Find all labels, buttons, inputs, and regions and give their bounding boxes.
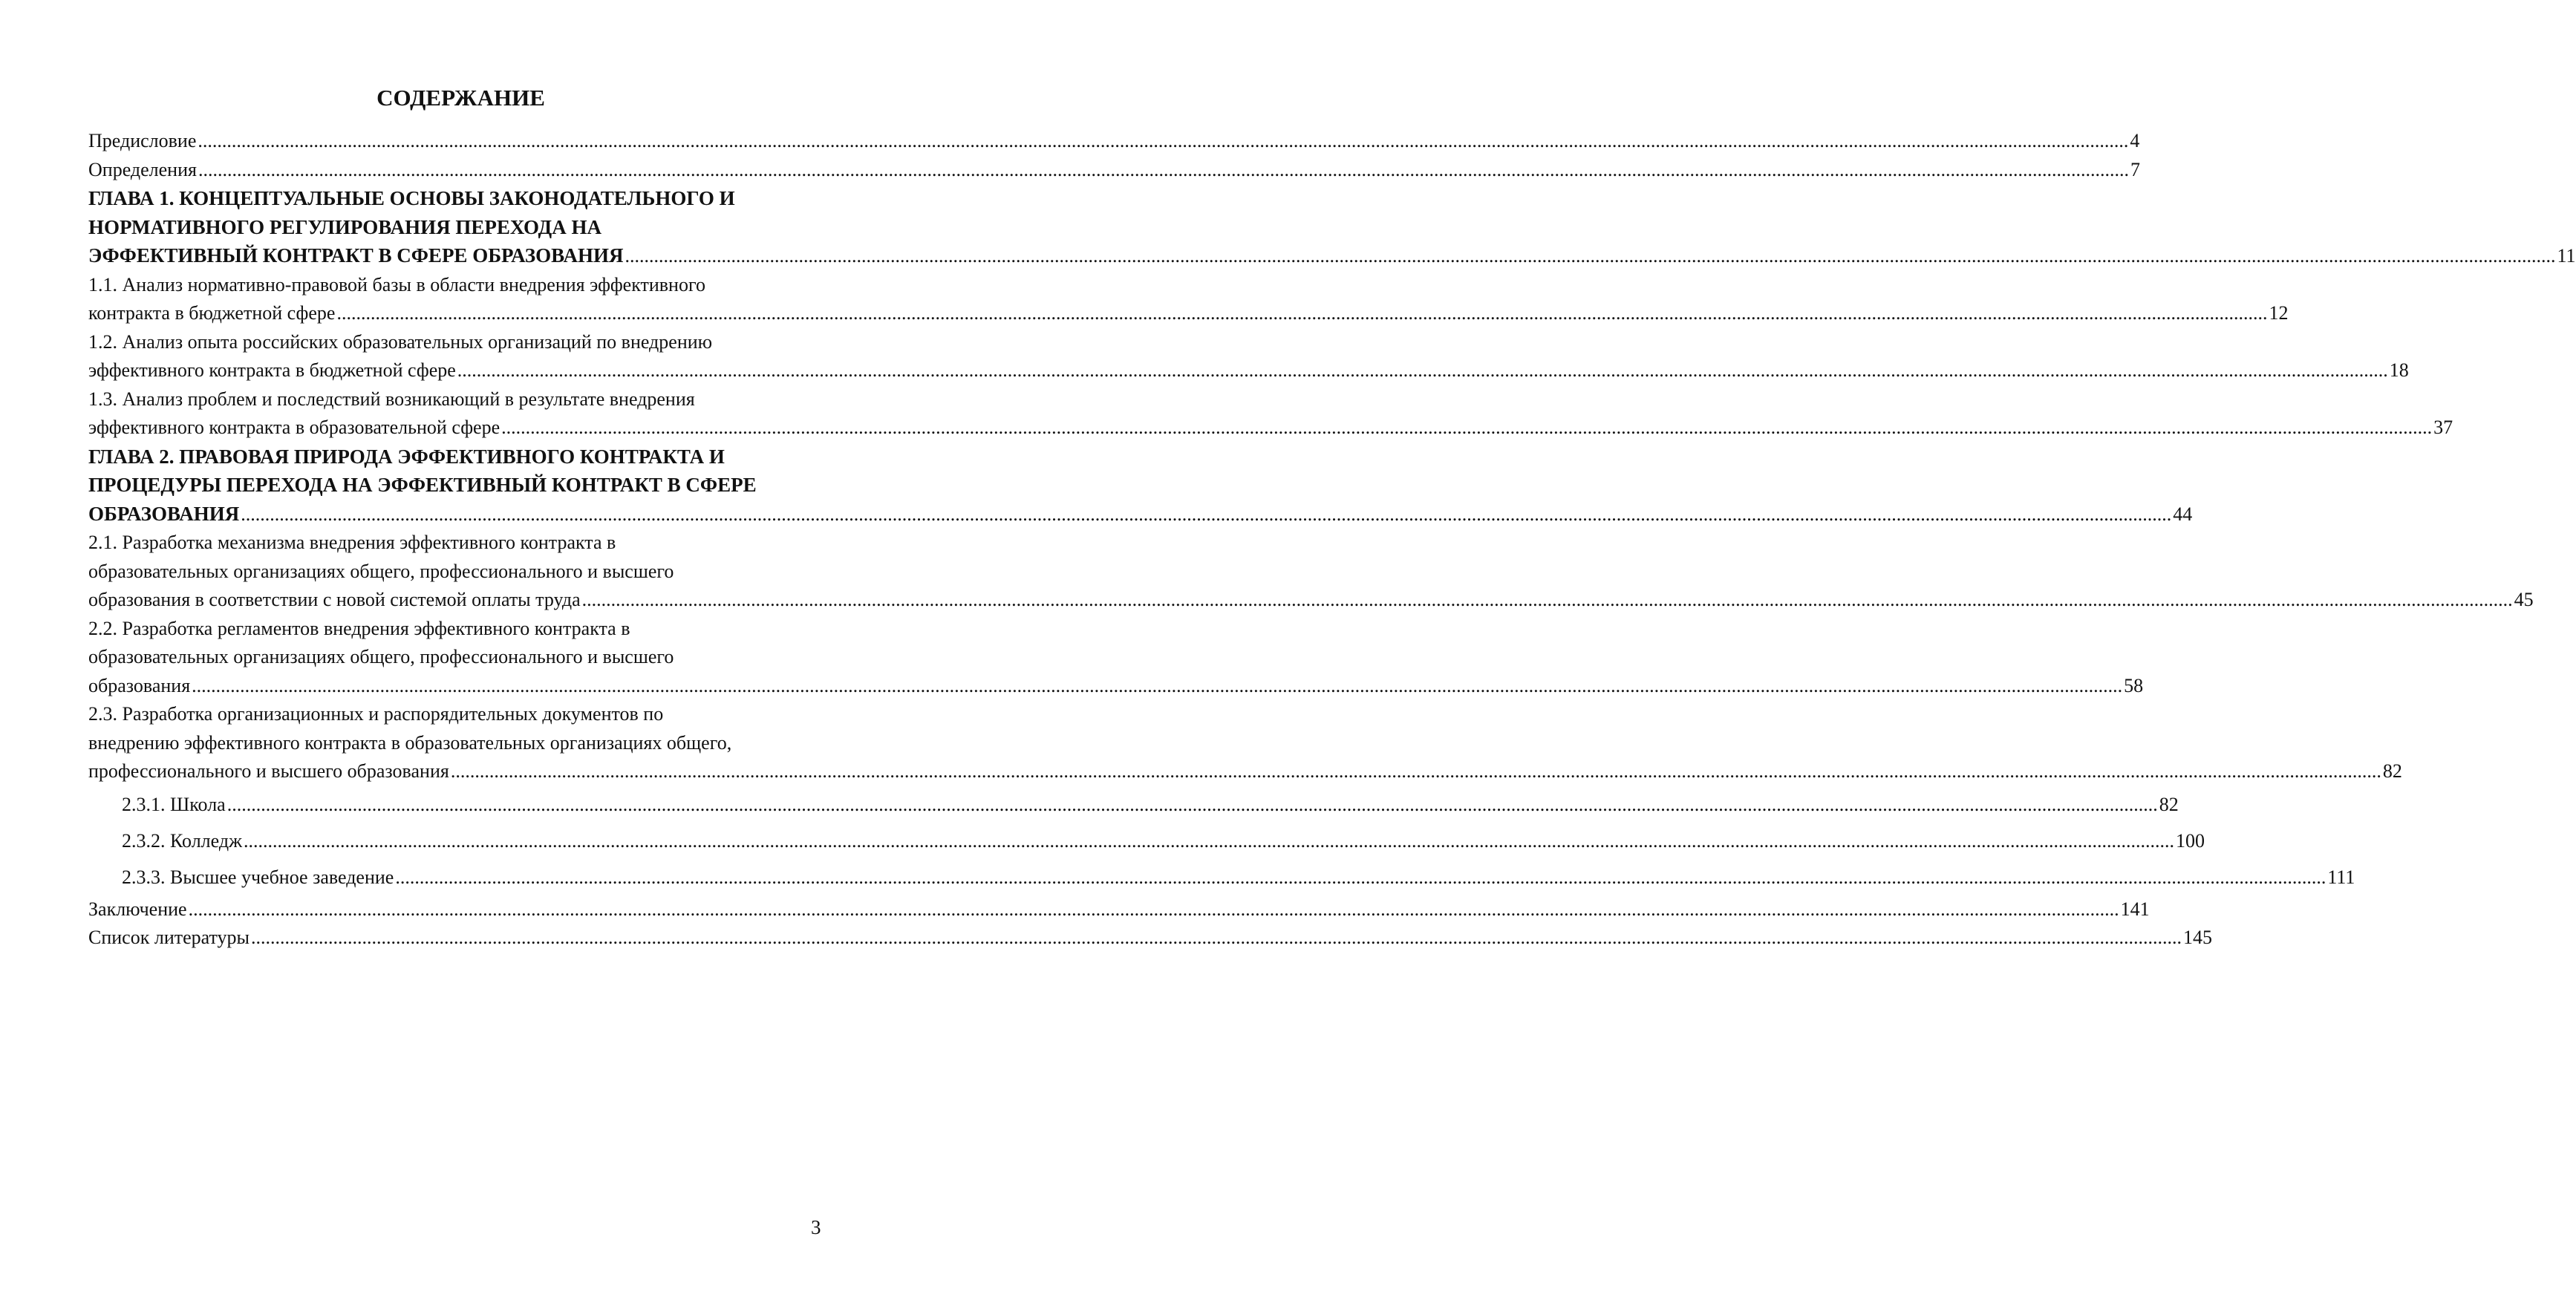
toc-entry[interactable] bbox=[88, 328, 2409, 385]
toc-entry-title: Заключение bbox=[88, 898, 187, 920]
toc-page-number: 4 bbox=[2130, 130, 2140, 151]
toc-page-number: 111 bbox=[2327, 866, 2355, 888]
toc-leader-dots: ................................................................................................................................................................................................................................................................................................................................................................................................................ bbox=[198, 158, 2129, 180]
toc-leader-dots: ................................................................................................................................................................................................................................................................................................................................................................................................................ bbox=[192, 674, 2123, 696]
toc-entry-line: 2.3. Разработка организационных и распорядительных документов по bbox=[88, 703, 664, 725]
toc-leader-dots: ................................................................................................................................................................................................................................................................................................................................................................................................................ bbox=[244, 829, 2175, 852]
toc-entry[interactable] bbox=[88, 924, 2212, 953]
toc-entry[interactable] bbox=[88, 443, 2193, 529]
toc-leader-dots: ................................................................................................................................................................................................................................................................................................................................................................................................................ bbox=[198, 130, 2129, 151]
toc-page-number: 12 bbox=[2269, 302, 2289, 324]
toc-entry-title: профессионального и высшего образования bbox=[88, 760, 449, 782]
toc-entry-line: 1.3. Анализ проблем и последствий возникающий в результате внедрения bbox=[88, 388, 695, 410]
toc-leader-dots: ................................................................................................................................................................................................................................................................................................................................................................................................................ bbox=[450, 760, 2381, 782]
toc-leader-dots: ................................................................................................................................................................................................................................................................................................................................................................................................................ bbox=[188, 898, 2119, 920]
toc-entry-title: образования в соответствии с новой системой оплаты труда bbox=[88, 589, 581, 610]
toc-entry-line: 2.2. Разработка регламентов внедрения эффективного контракта в bbox=[88, 617, 630, 639]
toc-page-number: 45 bbox=[2514, 589, 2534, 610]
toc-entry[interactable] bbox=[88, 895, 2150, 924]
toc-entry-line: 1.1. Анализ нормативно-правовой базы в области внедрения эффективного bbox=[88, 273, 705, 295]
toc-entry-line: ГЛАВА 2. ПРАВОВАЯ ПРИРОДА ЭФФЕКТИВНОГО КОНТРАКТА И bbox=[88, 445, 725, 468]
toc-entry-title: 2.3.2. Колледж bbox=[122, 829, 243, 852]
toc-entry[interactable] bbox=[88, 184, 2576, 271]
toc-page-number: 7 bbox=[2130, 158, 2140, 180]
toc-entry-last-line bbox=[88, 895, 2150, 924]
toc-entry-title: эффективного контракта в бюджетной сфере bbox=[88, 359, 456, 381]
toc-entry-last-line bbox=[88, 586, 2534, 615]
toc-entry-line: ГЛАВА 1. КОНЦЕПТУАЛЬНЫЕ ОСНОВЫ ЗАКОНОДАТЕЛЬНОГО И bbox=[88, 187, 735, 209]
toc-entry[interactable] bbox=[88, 615, 2144, 701]
toc-entry-last-line bbox=[88, 127, 2140, 156]
toc-entry-last-line bbox=[88, 672, 2144, 701]
toc-entry-title: 2.3.3. Высшее учебное заведение bbox=[122, 866, 394, 888]
toc-entry-line: образовательных организациях общего, профессионального и высшего bbox=[88, 646, 674, 667]
toc-leader-dots: ................................................................................................................................................................................................................................................................................................................................................................................................................ bbox=[457, 359, 2388, 381]
toc-entry[interactable] bbox=[88, 859, 2355, 895]
toc-entry[interactable] bbox=[88, 385, 2453, 443]
toc-page-number: 82 bbox=[2159, 793, 2179, 815]
toc-entry-title: 2.3.1. Школа bbox=[122, 793, 226, 815]
toc-entry-last-line bbox=[122, 859, 2355, 895]
toc-entry-last-line bbox=[88, 924, 2212, 953]
toc-entry-line: ПРОЦЕДУРЫ ПЕРЕХОДА НА ЭФФЕКТИВНЫЙ КОНТРАКТ В СФЕРЕ bbox=[88, 474, 757, 496]
toc-leader-dots: ................................................................................................................................................................................................................................................................................................................................................................................................................ bbox=[336, 302, 2268, 324]
toc-entry[interactable] bbox=[88, 823, 2205, 859]
toc-entry-last-line bbox=[88, 156, 2140, 185]
toc-leader-dots: ................................................................................................................................................................................................................................................................................................................................................................................................................ bbox=[625, 245, 2556, 267]
toc-page-number: 58 bbox=[2124, 674, 2144, 696]
toc-entry-title: Предисловие bbox=[88, 130, 197, 151]
toc-page-number: 141 bbox=[2120, 898, 2150, 920]
toc-entry-title: ЭФФЕКТИВНЫЙ КОНТРАКТ В СФЕРЕ ОБРАЗОВАНИЯ bbox=[88, 244, 624, 267]
toc-page-number: 44 bbox=[2173, 503, 2193, 525]
toc-entry-title: Список литературы bbox=[88, 927, 250, 948]
toc-leader-dots: ................................................................................................................................................................................................................................................................................................................................................................................................................ bbox=[501, 417, 2433, 438]
toc-page-number: 18 bbox=[2389, 359, 2409, 381]
toc-entry[interactable] bbox=[88, 786, 2179, 823]
toc-entry-line: внедрению эффективного контракта в образовательных организациях общего, bbox=[88, 731, 732, 754]
toc-entry[interactable] bbox=[88, 156, 2140, 185]
toc-entry-title: Определения bbox=[88, 158, 197, 180]
toc-leader-dots: ................................................................................................................................................................................................................................................................................................................................................................................................................ bbox=[241, 503, 2172, 525]
toc-page-number: 82 bbox=[2382, 760, 2402, 782]
table-of-contents bbox=[88, 127, 2576, 953]
page-title: СОДЕРЖАНИЕ bbox=[376, 85, 545, 111]
toc-entry-last-line bbox=[88, 299, 2289, 328]
toc-entry-line: образовательных организациях общего, профессионального и высшего bbox=[88, 560, 674, 582]
toc-entry[interactable] bbox=[88, 271, 2289, 328]
toc-entry-line: 1.2. Анализ опыта российских образовательных организаций по внедрению bbox=[88, 330, 713, 353]
toc-entry[interactable] bbox=[88, 529, 2534, 615]
toc-entry-title: ОБРАЗОВАНИЯ bbox=[88, 502, 240, 525]
toc-entry-last-line bbox=[88, 500, 2193, 529]
toc-entry-last-line bbox=[122, 823, 2205, 859]
toc-entry-last-line bbox=[88, 241, 2576, 271]
toc-entry[interactable] bbox=[88, 700, 2402, 786]
toc-leader-dots: ................................................................................................................................................................................................................................................................................................................................................................................................................ bbox=[251, 927, 2182, 948]
toc-entry-title: контракта в бюджетной сфере bbox=[88, 302, 336, 324]
toc-leader-dots: ................................................................................................................................................................................................................................................................................................................................................................................................................ bbox=[226, 793, 2158, 815]
toc-entry-last-line bbox=[122, 786, 2179, 823]
toc-page-number: 100 bbox=[2176, 829, 2205, 852]
toc-leader-dots: ................................................................................................................................................................................................................................................................................................................................................................................................................ bbox=[581, 589, 2513, 610]
toc-entry-title: эффективного контракта в образовательной сфере bbox=[88, 417, 500, 438]
toc-entry-line: 2.1. Разработка механизма внедрения эффективного контракта в bbox=[88, 532, 616, 553]
toc-entry-last-line bbox=[88, 356, 2409, 385]
toc-entry[interactable] bbox=[88, 127, 2140, 156]
toc-leader-dots: ................................................................................................................................................................................................................................................................................................................................................................................................................ bbox=[395, 866, 2326, 888]
toc-entry-last-line bbox=[88, 757, 2402, 786]
toc-page-number: 145 bbox=[2183, 927, 2212, 948]
toc-entry-last-line bbox=[88, 414, 2453, 443]
page-number: 3 bbox=[811, 1216, 821, 1238]
toc-entry-line: НОРМАТИВНОГО РЕГУЛИРОВАНИЯ ПЕРЕХОДА НА bbox=[88, 215, 601, 238]
toc-page-number: 37 bbox=[2433, 417, 2453, 438]
toc-entry-title: образования bbox=[88, 674, 191, 696]
toc-page-number: 11 bbox=[2557, 245, 2576, 267]
